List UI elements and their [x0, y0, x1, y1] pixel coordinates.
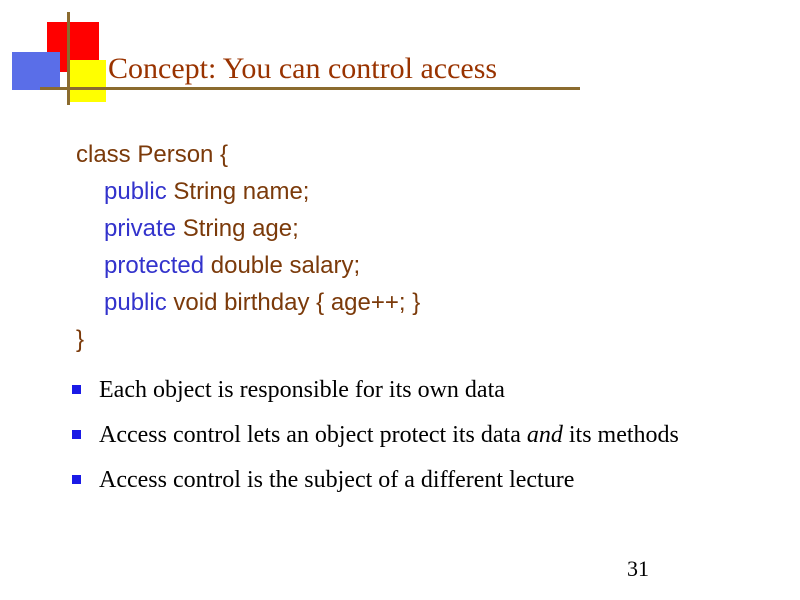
- code-line: [76, 247, 420, 284]
- bullet-list: [70, 374, 760, 509]
- slide-title: Concept: You can control access: [108, 52, 498, 85]
- title-underline: [40, 87, 580, 90]
- code-keyword: public: [104, 178, 167, 205]
- bullet-item: [70, 464, 760, 497]
- code-line: [76, 284, 420, 321]
- square-bullet-icon: [72, 475, 81, 484]
- bullet-item: [70, 374, 760, 407]
- bullet-text: Access control is the subject of a different lecture: [99, 467, 575, 493]
- code-line: [76, 173, 420, 210]
- bullet-text: Each object is responsible for its own data: [99, 377, 505, 403]
- square-bullet-icon: [72, 385, 81, 394]
- square-bullet-icon: [72, 430, 81, 439]
- code-keyword: public: [104, 289, 167, 316]
- code-text: class Person {: [76, 141, 229, 168]
- code-text: String age;: [176, 215, 299, 242]
- code-text: void birthday { age++; }: [166, 289, 421, 316]
- decor-vertical-line: [67, 12, 70, 105]
- page-number: 31: [627, 556, 649, 581]
- bullet-emphasis: and: [526, 422, 563, 448]
- code-line: [76, 321, 420, 358]
- code-text: String name;: [166, 178, 310, 205]
- decor-blue-square: [12, 52, 60, 90]
- code-text: }: [76, 326, 85, 353]
- code-keyword: private: [104, 215, 177, 242]
- bullet-item: [70, 419, 760, 452]
- code-line: [76, 210, 420, 247]
- code-line: [76, 136, 420, 173]
- code-text: double salary;: [204, 252, 361, 279]
- code-keyword: protected: [104, 252, 205, 279]
- bullet-text: Access control lets an object protect its data: [99, 422, 527, 448]
- code-block: [76, 136, 420, 358]
- decor-yellow-square: [68, 60, 106, 102]
- bullet-text: its methods: [562, 422, 679, 448]
